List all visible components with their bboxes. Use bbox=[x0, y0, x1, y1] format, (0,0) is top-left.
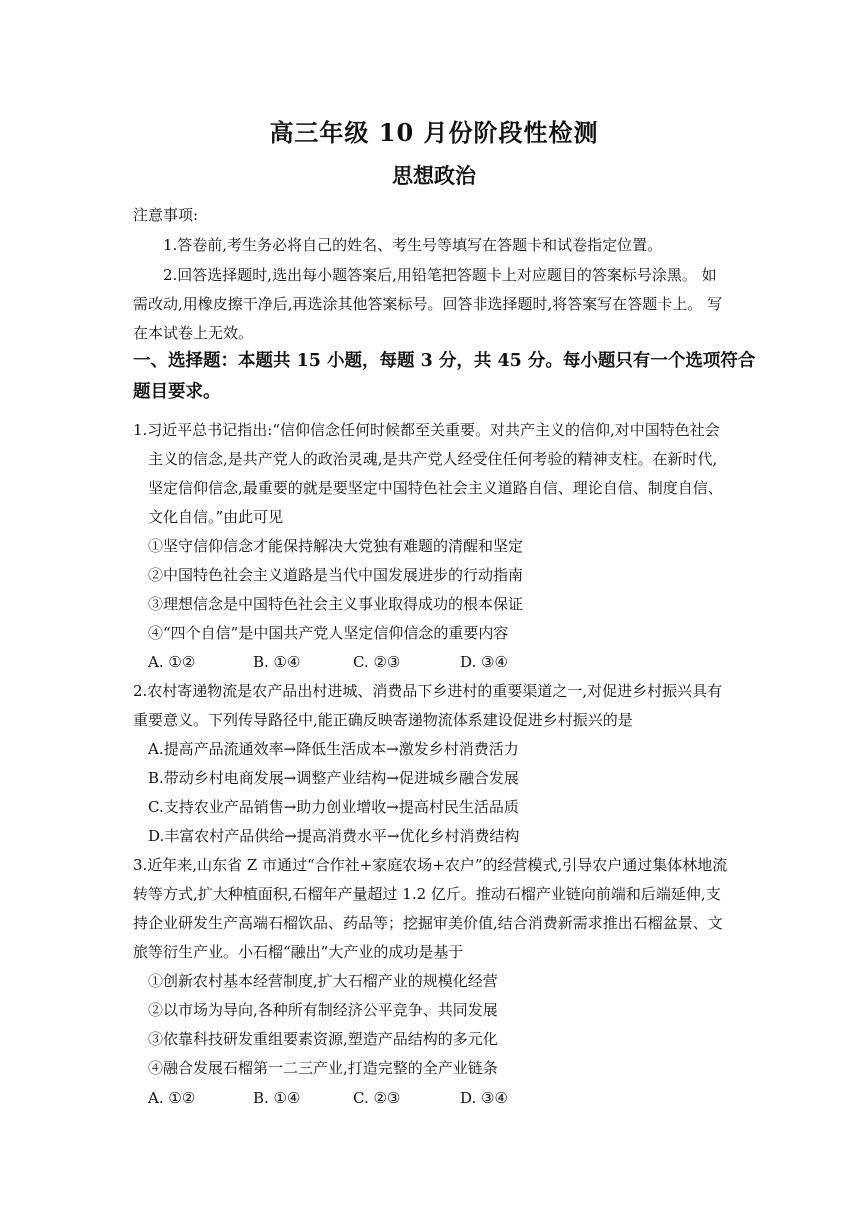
notice-item-2-line-3: 在本试卷上无效。 bbox=[133, 324, 254, 342]
q3-statement-1: ①创新农村基本经营制度,扩大石榴产业的规模化经营 bbox=[148, 972, 498, 990]
q1-stem-line-3: 坚定信仰信念,最重要的就是要坚定中国特色社会主义道路自信、理论自信、制度自信、 bbox=[148, 479, 723, 497]
section-heading-line-1: 一、选择题：本题共 15 小题，每题 3 分，共 45 分。每小题只有一个选项符合 bbox=[133, 351, 756, 371]
q3-statement-2: ②以市场为导向,各种所有制经济公平竞争、共同发展 bbox=[148, 1001, 498, 1019]
q3-statement-4: ④融合发展石榴第一二三产业,打造完整的全产业链条 bbox=[148, 1059, 498, 1077]
q2-option-c[interactable]: C.支持农业产品销售→助力创业增收→提高村民生活品质 bbox=[148, 798, 519, 816]
q2-stem-line-1: 2.农村寄递物流是农产品出村进城、消费品下乡进村的重要渠道之一,对促进乡村振兴具有 bbox=[133, 682, 723, 700]
notice-item-2-line-1: 2.回答选择题时,选出每小题答案后,用铅笔把答题卡上对应题目的答案标号涂黑。 如 bbox=[163, 266, 717, 284]
q3-stem-line-3: 持企业研发生产高端石榴饮品、药品等；挖掘审美价值,结合消费新需求推出石榴盆景、文 bbox=[133, 914, 723, 932]
q1-option-a[interactable]: A. ①② bbox=[148, 653, 196, 671]
q3-option-c[interactable]: C. ②③ bbox=[353, 1089, 401, 1107]
q2-option-d[interactable]: D.丰富农村产品供给→提高消费水平→优化乡村消费结构 bbox=[148, 827, 520, 845]
q3-stem-line-2: 转等方式,扩大种植面积,石榴年产量超过 1.2 亿斤。推动石榴产业链向前端和后端延伸,支 bbox=[133, 885, 721, 903]
notice-heading: 注意事项: bbox=[133, 206, 199, 224]
q2-stem-line-2: 重要意义。下列传导路径中,能正确反映寄递物流体系建设促进乡村振兴的是 bbox=[133, 711, 633, 729]
q3-option-a[interactable]: A. ①② bbox=[148, 1089, 196, 1107]
q1-statement-3: ③理想信念是中国特色社会主义事业取得成功的根本保证 bbox=[148, 595, 524, 613]
notice-item-1: 1.答卷前,考生务必将自己的姓名、考生号等填写在答题卡和试卷指定位置。 bbox=[163, 236, 663, 254]
q3-option-d[interactable]: D. ③④ bbox=[460, 1089, 508, 1107]
q1-stem-line-4: 文化自信。”由此可见 bbox=[148, 508, 284, 526]
q1-statement-2: ②中国特色社会主义道路是当代中国发展进步的行动指南 bbox=[148, 566, 524, 584]
q1-stem-line-1: 1.习近平总书记指出:“信仰信念任何时候都至关重要。对共产主义的信仰,对中国特色社会 bbox=[133, 421, 720, 439]
q1-option-c[interactable]: C. ②③ bbox=[353, 653, 401, 671]
exam-subject: 思想政治 bbox=[392, 163, 476, 188]
q1-statement-1: ①坚守信仰信念才能保持解决大党独有难题的清醒和坚定 bbox=[148, 537, 524, 555]
q3-statement-3: ③依靠科技研发重组要素资源,塑造产品结构的多元化 bbox=[148, 1030, 498, 1048]
q1-option-d[interactable]: D. ③④ bbox=[460, 653, 508, 671]
q1-option-b[interactable]: B. ①④ bbox=[253, 653, 301, 671]
notice-item-2-line-2: 需改动,用橡皮擦干净后,再选涂其他答案标号。回答非选择题时,将答案写在答题卡上。 写 bbox=[133, 295, 723, 313]
q3-stem-line-4: 旅等衍生产业。小石榴“融出”大产业的成功是基于 bbox=[133, 943, 464, 961]
q2-option-a[interactable]: A.提高产品流通效率→降低生活成本→激发乡村消费活力 bbox=[148, 740, 519, 758]
q1-stem-line-2: 主义的信念,是共产党人的政治灵魂,是共产党人经受住任何考验的精神支柱。在新时代, bbox=[148, 450, 718, 468]
section-heading-line-2: 题目要求。 bbox=[133, 382, 221, 402]
q2-option-b[interactable]: B.带动乡村电商发展→调整产业结构→促进城乡融合发展 bbox=[148, 769, 519, 787]
q3-stem-line-1: 3.近年来,山东省 Z 市通过“合作社+家庭农场+农户”的经营模式,引导农户通过集体林地流 bbox=[133, 856, 728, 874]
exam-title: 高三年级 10 月份阶段性检测 bbox=[269, 118, 599, 147]
q3-option-b[interactable]: B. ①④ bbox=[253, 1089, 301, 1107]
q1-statement-4: ④“四个自信”是中国共产党人坚定信仰信念的重要内容 bbox=[148, 624, 509, 642]
